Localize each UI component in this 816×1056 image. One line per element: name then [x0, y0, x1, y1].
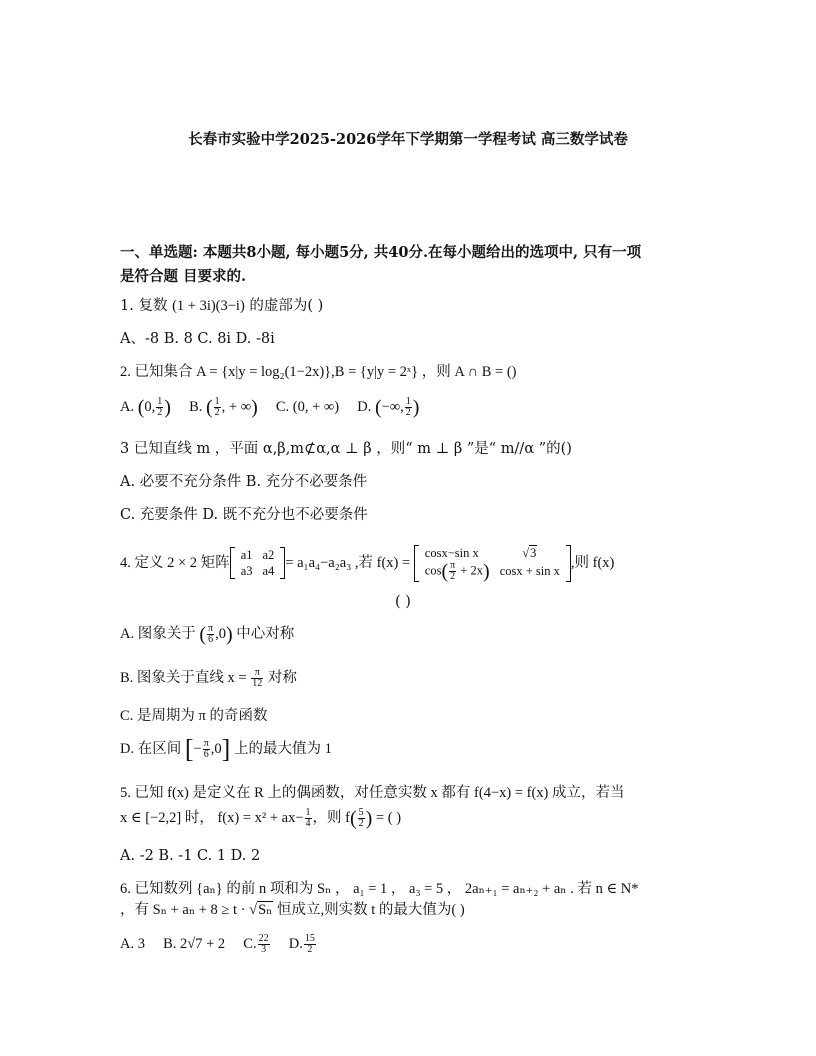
q4-answer-paren: ( ) [395, 594, 411, 610]
q2-pre: 已知集合 [134, 364, 193, 380]
q5-line-2: x ∈ [−2,2] 时， f(x) = x² + ax− $\frac{1}{4}$ ，则 f( $\frac{5}{2}$ ) = ( ) [120, 807, 402, 830]
q4-post: ,则 f(x) [570, 555, 615, 571]
fraction: $\frac{1}{4}$ [305, 807, 311, 830]
matrix-a3: a3 [240, 564, 253, 578]
q2-options [120, 397, 419, 418]
q4-option-c: C. 是周期为 π 的奇函数 [120, 708, 268, 724]
fraction: $\frac{1}{2}$ [405, 396, 411, 419]
q1-expression: (1 + 3i)(3−i) [172, 298, 245, 314]
q2-option-b: B. ( $\frac{1}{2}$ , + ∞) [189, 396, 258, 419]
q4-definition-rhs: = a₁a₄−a₂a₃ ,若 f(x) = [285, 555, 411, 571]
question-3: 3 已知直线 m ，平面 α,β,m⊄α,α ⊥ β ，则“ m ⊥ β ”是“ m//α ”的() [120, 441, 572, 457]
q3-options-ab: A. 必要不充分条件 B. 充分不必要条件 [120, 474, 368, 490]
q4-option-d: D. 在区间 [− $\frac{\pi}{6}$ ,0] 上的最大值为 1 [120, 734, 332, 764]
question-4 [120, 538, 614, 588]
matrix-cos-plus-sin: cosx + sin x [499, 564, 560, 578]
q2-number: 2. [120, 364, 131, 380]
fraction: $\frac{\pi}{12}$ [252, 667, 263, 690]
q5-line-1: 5. 已知 f(x) 是定义在 R 上的偶函数，对任意实数 x 都有 f(4−x) = f(x) 成立，若当 [120, 785, 625, 801]
q4-option-b: B. 图象关于直线 x = $\frac{\pi}{12}$ 对称 [120, 667, 297, 690]
q2-option-a: A. (0, $\frac{1}{2}$ ) [120, 396, 171, 419]
matrix-function [414, 545, 571, 582]
matrix-a2: a2 [262, 548, 275, 562]
q4-pre: 定义 2 × 2 矩阵 [134, 555, 230, 571]
q6-line-1: 6. 已知数列 {aₙ} 的前 n 项和为 Sₙ ， a₁ = 1 ， a₃ = 5 ， 2aₙ₊₁ = aₙ₊₂ + aₙ . 若 n ∈ N* [120, 881, 639, 897]
matrix-a4: a4 [262, 564, 275, 578]
matrix-cos-term: cos( $\frac{\pi}{2}$ + 2x) [424, 559, 490, 582]
fraction: $\frac{\pi}{6}$ [208, 623, 214, 646]
fraction: $\frac{22}{3}$ [258, 933, 269, 956]
section-header [120, 241, 641, 289]
fraction: $\frac{1}{2}$ [214, 396, 220, 419]
section-line-1: 一、单选题: 本题共8小题, 每小题5分, 共40分.在每小题给出的选项中, 只有一项 [120, 244, 642, 261]
q6-option-b: B. 2√7 + 2 [163, 936, 226, 952]
q6-options [120, 934, 317, 955]
matrix-sqrt3: √3 [522, 545, 537, 560]
fraction: $\frac{5}{2}$ [358, 807, 364, 830]
q6-option-a: A. 3 [120, 936, 145, 952]
q1-pre: 复数 [138, 298, 168, 314]
fraction: $\frac{15}{2}$ [304, 933, 315, 956]
q4-option-a: A. 图象关于 ( $\frac{\pi}{6}$ ,0) 中心对称 [120, 623, 295, 646]
fraction: $\frac{1}{2}$ [157, 396, 163, 419]
section-line-2: 是符合题 目要求的. [120, 268, 247, 285]
q1-number: 1. [120, 298, 134, 314]
page-title: 长春市实验中学2025-2026学年下学期第一学程考试 高三数学试卷 [188, 131, 628, 148]
fraction: $\frac{\pi}{2}$ [450, 559, 456, 582]
q2-option-c: C. (0, + ∞) [275, 399, 340, 415]
q1-post: 的虚部为( ) [249, 298, 324, 314]
matrix-cos-minus-sin: cosx−sin x [424, 545, 479, 560]
matrix-definition [230, 547, 286, 579]
q6-option-c: C. $\frac{22}{3}$ [243, 933, 269, 956]
fraction: $\frac{\pi}{6}$ [203, 738, 209, 761]
q2-set-b: B = {y|y = 2ˣ} [334, 364, 419, 380]
q6-option-d: D. $\frac{15}{2}$ [288, 933, 315, 956]
q4-number: 4. [120, 555, 131, 571]
q6-line-2: ，有 Sₙ + aₙ + 8 ≥ t · √Sₙ 恒成立,则实数 t 的最大值为( ) [120, 902, 465, 918]
q5-options: A. -2 B. -1 C. 1 D. 2 [120, 848, 261, 864]
matrix-a1: a1 [240, 548, 253, 562]
q1-options: A、-8 B. 8 C. 8i D. -8i [120, 331, 275, 347]
q2-option-d: D. (−∞, $\frac{1}{2}$ ) [357, 396, 420, 419]
q3-options-cd: C. 充要条件 D. 既不充分也不必要条件 [120, 507, 368, 523]
q2-post: ，则 A ∩ B = () [421, 364, 517, 380]
question-2 [120, 362, 516, 382]
question-1 [120, 296, 323, 316]
q2-set-a: A = {x|y = log₂(1−2x)}, [196, 364, 335, 380]
